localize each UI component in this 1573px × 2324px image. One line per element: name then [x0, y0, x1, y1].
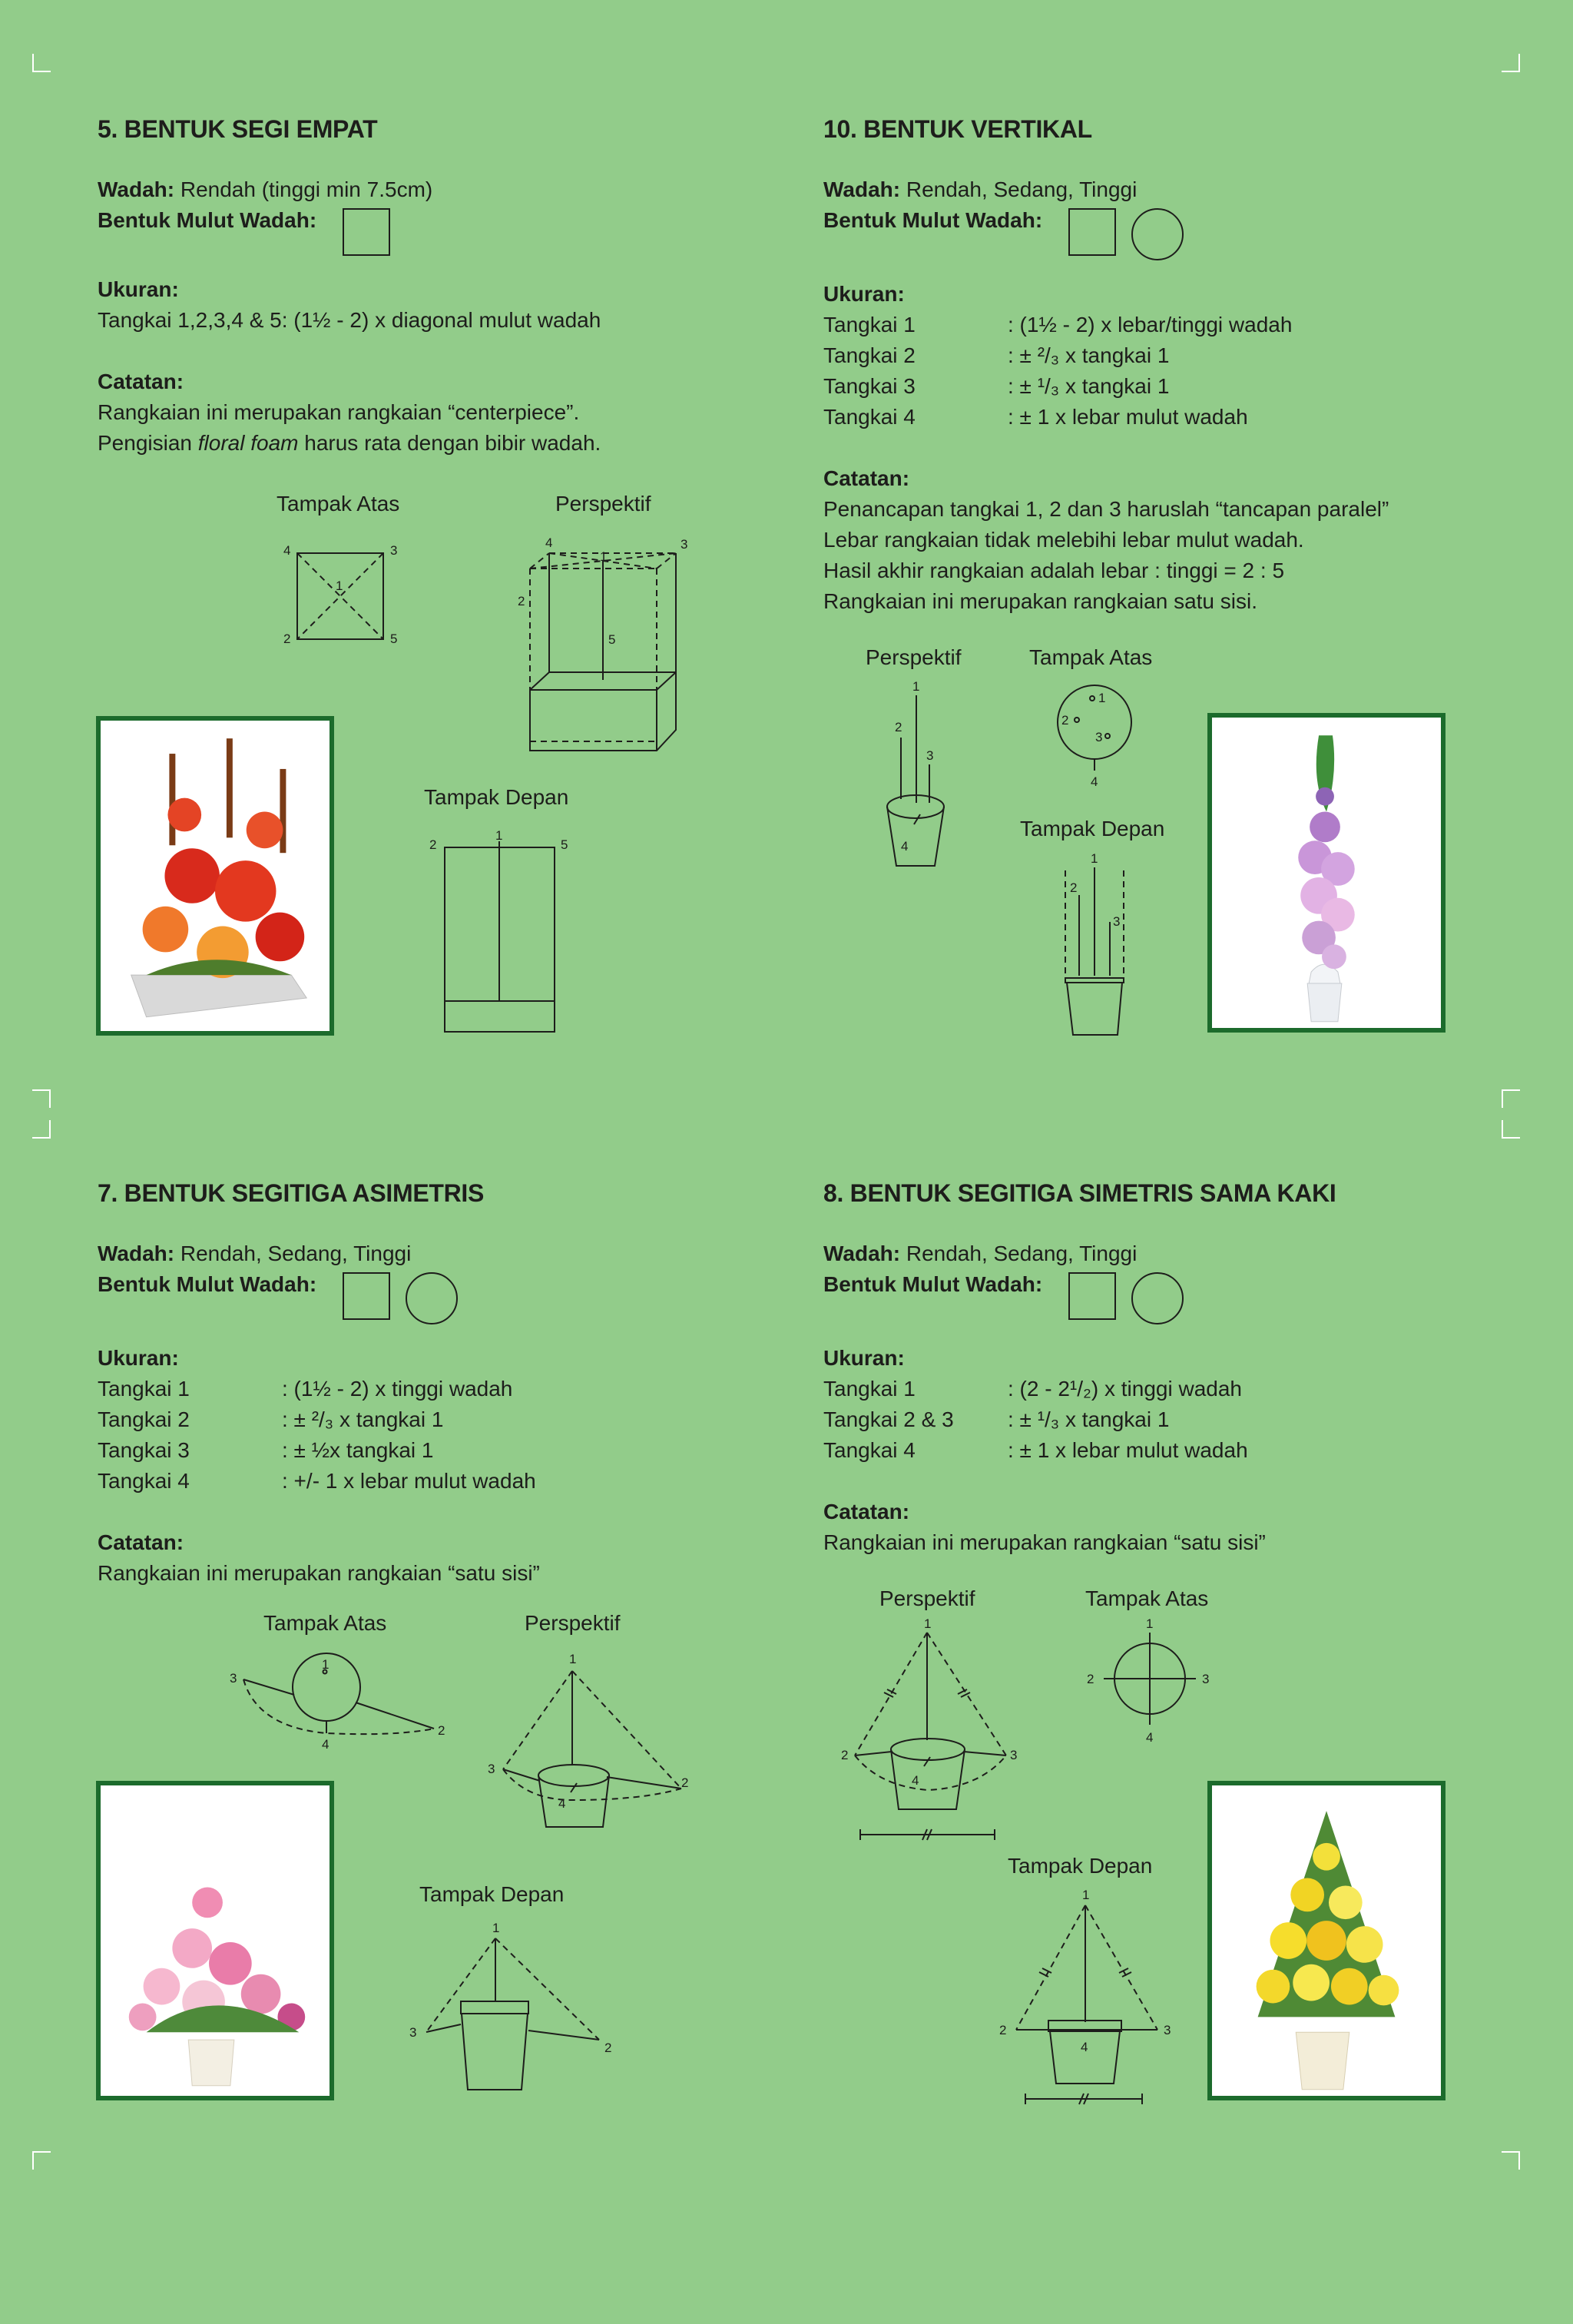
svg-text:1: 1: [1082, 1888, 1090, 1902]
diagram-asimetris-perspective: [480, 1646, 703, 1838]
svg-text:2: 2: [841, 1748, 849, 1762]
section-segi-empat: [98, 115, 789, 459]
mulut-label: Bentuk Mulut Wadah:: [98, 208, 317, 232]
diagram-segi-empat-perspective: [515, 530, 707, 761]
view-label-top: Tampak Atas: [1085, 1586, 1209, 1610]
svg-text:2: 2: [438, 1723, 445, 1738]
svg-text:1: 1: [569, 1652, 577, 1666]
svg-text:2: 2: [1087, 1672, 1094, 1686]
mulut-line: [823, 205, 1515, 260]
diagram-simetris-top: [1071, 1617, 1240, 1748]
catatan-line: Rangkaian ini merupakan rangkaian satu sisi.: [823, 589, 1257, 613]
diagram-vertikal-top: [1052, 680, 1144, 795]
svg-text:3: 3: [1010, 1748, 1018, 1762]
ukuran-row: Tangkai 3 : ± ½x tangkai 1: [98, 1438, 434, 1462]
mulut-label: Bentuk Mulut Wadah:: [98, 1272, 317, 1296]
svg-text:4: 4: [283, 543, 291, 558]
ukuran-row: Tangkai 2 : ± ²/₃ x tangkai 1: [823, 343, 1170, 367]
ukuran-row: Tangkai 1 : (2 - 2¹/₂) x tinggi wadah: [823, 1377, 1242, 1401]
crop-mark-bottom-right: [1502, 2151, 1520, 2170]
svg-text:3: 3: [926, 748, 934, 763]
svg-text:3: 3: [409, 2025, 417, 2040]
square-mouth-icon: [343, 1272, 390, 1320]
ukuran-label: Ukuran:: [823, 282, 905, 306]
diagram-segi-empat-top: [280, 538, 403, 653]
wadah-line: [98, 1238, 789, 1269]
view-label-front: Tampak Depan: [419, 1882, 565, 1906]
catatan-line: Hasil akhir rangkaian adalah lebar : tinggi = 2 : 5: [823, 559, 1285, 582]
view-label-top: Tampak Atas: [277, 492, 400, 516]
wadah-value: Rendah (tinggi min 7.5cm): [174, 177, 433, 201]
svg-text:2: 2: [1061, 713, 1069, 728]
ukuran-text: Tangkai 1,2,3,4 & 5: (1½ - 2) x diagonal mulut wadah: [98, 308, 601, 332]
catatan-line: Pengisian floral foam harus rata dengan bibir wadah.: [98, 431, 601, 455]
svg-text:1: 1: [336, 579, 343, 593]
crop-mark-mid-right-a: [1502, 1089, 1520, 1108]
svg-text:2: 2: [429, 837, 437, 852]
crop-mark-top-right: [1502, 54, 1520, 72]
ukuran-row: Tangkai 1 : (1½ - 2) x lebar/tinggi wadah: [823, 313, 1293, 336]
photo-arrangement-segi-empat: [96, 716, 334, 1036]
ukuran-row: Tangkai 4 : ± 1 x lebar mulut wadah: [823, 1438, 1248, 1462]
wadah-line: [823, 1238, 1515, 1269]
wadah-label: Wadah:: [98, 177, 175, 201]
svg-text:2: 2: [1070, 880, 1078, 895]
crop-mark-mid-left-a: [32, 1089, 51, 1108]
ukuran-row: Tangkai 4 : +/- 1 x lebar mulut wadah: [98, 1469, 536, 1493]
photo-arrangement-vertikal: [1207, 713, 1446, 1033]
svg-text:1: 1: [495, 828, 503, 843]
photo-arrangement-asimetris: [96, 1781, 334, 2100]
catatan-label: Catatan:: [98, 370, 184, 393]
ukuran-row: Tangkai 3 : ± ¹/₃ x tangkai 1: [823, 374, 1170, 398]
diagram-segi-empat-front: [426, 826, 580, 1041]
crop-mark-mid-right-b: [1502, 1120, 1520, 1139]
section-segitiga-asimetris: [98, 1179, 789, 1589]
view-label-perspective: Perspektif: [555, 492, 651, 516]
diagram-simetris-front: [995, 1884, 1194, 2107]
catatan-line: Penancapan tangkai 1, 2 dan 3 haruslah “tancapan paralel”: [823, 497, 1389, 521]
view-label-perspective: Perspektif: [866, 645, 962, 669]
diagram-simetris-perspective: [841, 1617, 1025, 1848]
section-title: 7. BENTUK SEGITIGA ASIMETRIS: [98, 1179, 485, 1207]
ukuran-row: Tangkai 2 : ± ²/₃ x tangkai 1: [98, 1407, 444, 1431]
ukuran-label: Ukuran:: [98, 277, 179, 301]
wadah-value: Rendah, Sedang, Tinggi: [174, 1242, 412, 1265]
wadah-line: [823, 174, 1515, 205]
wadah-label: Wadah:: [823, 177, 901, 201]
svg-text:5: 5: [561, 837, 568, 852]
diagram-vertikal-front: [1056, 849, 1141, 1041]
square-mouth-icon: [1068, 208, 1116, 256]
svg-text:2: 2: [604, 2041, 612, 2055]
view-label-front: Tampak Depan: [1020, 817, 1165, 840]
svg-text:1: 1: [1146, 1616, 1154, 1631]
catatan-line: Rangkaian ini merupakan rangkaian “centerpiece”.: [98, 400, 580, 424]
wadah-label: Wadah:: [823, 1242, 901, 1265]
svg-text:3: 3: [1164, 2023, 1171, 2037]
view-label-perspective: Perspektif: [879, 1586, 975, 1610]
svg-text:2: 2: [999, 2023, 1007, 2037]
svg-text:4: 4: [901, 839, 909, 854]
wadah-line: [98, 174, 789, 205]
svg-text:2: 2: [895, 720, 902, 734]
circle-mouth-icon: [1131, 1272, 1184, 1324]
catatan-line: Lebar rangkaian tidak melebihi lebar mulut wadah.: [823, 528, 1304, 552]
svg-text:1: 1: [492, 1921, 500, 1935]
mulut-line: [823, 1269, 1515, 1324]
svg-text:1: 1: [322, 1657, 330, 1672]
svg-text:3: 3: [488, 1762, 495, 1776]
svg-text:1: 1: [924, 1616, 932, 1631]
catatan-label: Catatan:: [823, 466, 910, 490]
ukuran-row: Tangkai 1 : (1½ - 2) x tinggi wadah: [98, 1377, 513, 1401]
svg-text:4: 4: [545, 535, 553, 550]
svg-text:3: 3: [1113, 914, 1121, 929]
mulut-label: Bentuk Mulut Wadah:: [823, 1272, 1043, 1296]
circle-mouth-icon: [1131, 208, 1184, 260]
crop-mark-top-left: [32, 54, 51, 72]
svg-text:3: 3: [1095, 730, 1103, 744]
svg-text:2: 2: [681, 1775, 689, 1790]
diagram-asimetris-top: [227, 1650, 457, 1765]
svg-text:1: 1: [912, 679, 920, 694]
svg-text:3: 3: [681, 537, 688, 552]
mulut-label: Bentuk Mulut Wadah:: [823, 208, 1043, 232]
svg-text:4: 4: [1081, 2040, 1088, 2054]
photo-arrangement-simetris: [1207, 1781, 1446, 2100]
catatan-line: Rangkaian ini merupakan rangkaian “satu sisi”: [823, 1530, 1266, 1554]
svg-text:4: 4: [912, 1773, 919, 1788]
mulut-line: [98, 205, 789, 256]
svg-text:2: 2: [518, 594, 525, 608]
svg-text:5: 5: [608, 632, 616, 647]
square-mouth-icon: [343, 208, 390, 256]
section-title: 5. BENTUK SEGI EMPAT: [98, 115, 378, 143]
svg-text:3: 3: [230, 1671, 237, 1686]
crop-mark-mid-left-b: [32, 1120, 51, 1139]
ukuran-label: Ukuran:: [823, 1346, 905, 1370]
wadah-label: Wadah:: [98, 1242, 175, 1265]
square-mouth-icon: [1068, 1272, 1116, 1320]
view-label-front: Tampak Depan: [424, 785, 569, 809]
circle-mouth-icon: [406, 1272, 458, 1324]
section-vertikal: [823, 115, 1515, 617]
catatan-label: Catatan:: [823, 1500, 910, 1523]
catatan-line: Rangkaian ini merupakan rangkaian “satu sisi”: [98, 1561, 540, 1585]
svg-text:1: 1: [1091, 851, 1098, 866]
svg-text:4: 4: [1146, 1730, 1154, 1745]
svg-text:4: 4: [322, 1737, 330, 1752]
wadah-value: Rendah, Sedang, Tinggi: [900, 1242, 1138, 1265]
section-title: 10. BENTUK VERTIKAL: [823, 115, 1092, 143]
svg-text:2: 2: [283, 632, 291, 646]
svg-text:5: 5: [390, 632, 398, 646]
wadah-value: Rendah, Sedang, Tinggi: [900, 177, 1138, 201]
catatan-label: Catatan:: [98, 1530, 184, 1554]
svg-text:1: 1: [600, 549, 608, 564]
ukuran-row: Tangkai 4 : ± 1 x lebar mulut wadah: [823, 405, 1248, 429]
svg-text:3: 3: [1202, 1672, 1210, 1686]
ukuran-row: Tangkai 2 & 3 : ± ¹/₃ x tangkai 1: [823, 1407, 1170, 1431]
view-label-perspective: Perspektif: [525, 1611, 621, 1635]
svg-text:1: 1: [1098, 691, 1106, 705]
crop-mark-bottom-left: [32, 2151, 51, 2170]
svg-text:3: 3: [390, 543, 398, 558]
view-label-front: Tampak Depan: [1008, 1854, 1153, 1878]
svg-text:4: 4: [558, 1796, 566, 1811]
mulut-line: [98, 1269, 789, 1324]
diagram-asimetris-front: [403, 1917, 626, 2101]
section-segitiga-simetris: [823, 1179, 1515, 1558]
diagram-vertikal-perspective: [876, 680, 960, 880]
ukuran-label: Ukuran:: [98, 1346, 179, 1370]
section-title: 8. BENTUK SEGITIGA SIMETRIS SAMA KAKI: [823, 1179, 1336, 1207]
svg-text:4: 4: [1091, 774, 1098, 789]
view-label-top: Tampak Atas: [1029, 645, 1153, 669]
view-label-top: Tampak Atas: [263, 1611, 387, 1635]
